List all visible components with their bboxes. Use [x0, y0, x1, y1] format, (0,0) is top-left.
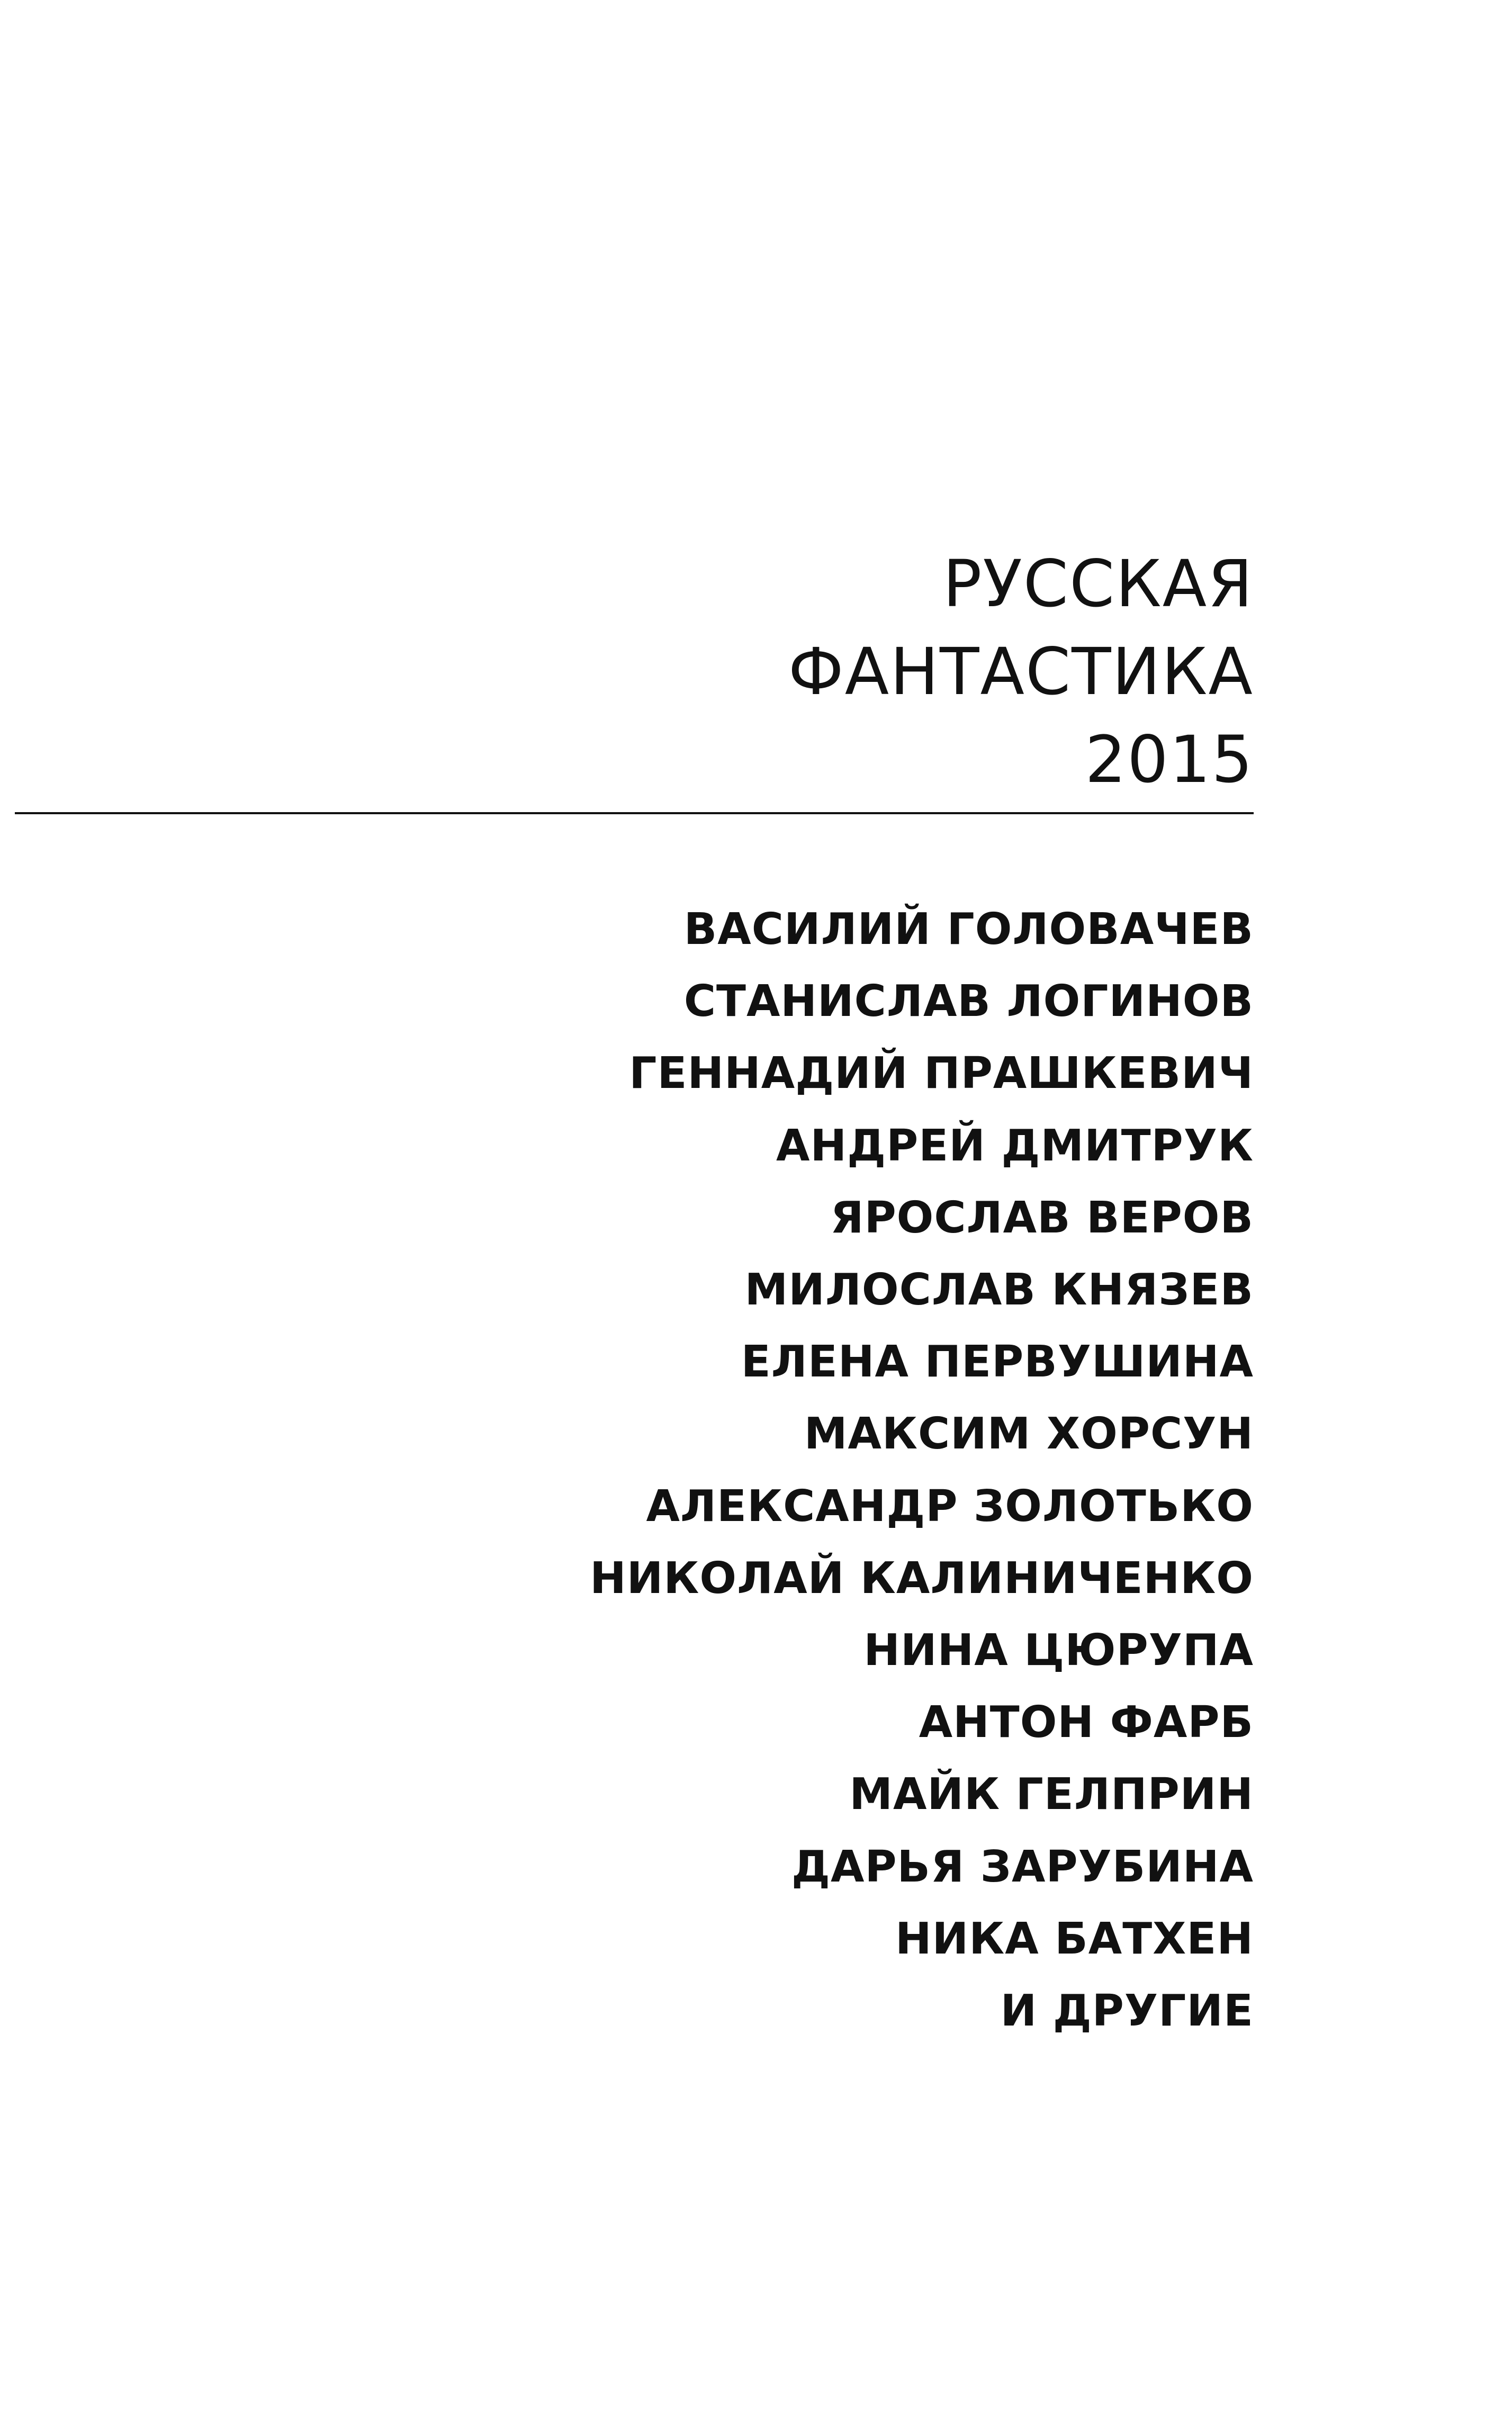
author-name: МАКСИМ ХОРСУН	[804, 1409, 1254, 1460]
series-title-line-2: ФАНТАСТИКА	[788, 634, 1254, 709]
author-name: ЕЛЕНА ПЕРВУШИНА	[741, 1337, 1254, 1388]
title-divider	[15, 812, 1254, 814]
author-name: ВАСИЛИЙ ГОЛОВАЧЕВ	[683, 904, 1254, 955]
authors-and-others: И ДРУГИЕ	[1000, 1986, 1254, 2037]
author-name: СТАНИСЛАВ ЛОГИНОВ	[683, 976, 1254, 1027]
author-name: НИКА БАТХЕН	[895, 1913, 1254, 1964]
author-list	[590, 894, 1254, 2047]
series-title-line-1: РУССКАЯ	[942, 546, 1254, 622]
author-name: НИНА ЦЮРУПА	[863, 1625, 1254, 1676]
author-name: АНТОН ФАРБ	[919, 1697, 1254, 1748]
series-title-year: 2015	[1085, 722, 1254, 797]
author-name: ГЕННАДИЙ ПРАШКЕВИЧ	[629, 1048, 1254, 1099]
author-name: ДАРЬЯ ЗАРУБИНА	[791, 1841, 1254, 1892]
author-name: АЛЕКСАНДР ЗОЛОТЬКО	[646, 1481, 1254, 1532]
author-name: АНДРЕЙ ДМИТРУК	[776, 1120, 1254, 1171]
author-name: НИКОЛАЙ КАЛИНИЧЕНКО	[590, 1553, 1254, 1604]
author-name: МАЙК ГЕЛПРИН	[849, 1769, 1254, 1820]
author-name: МИЛОСЛАВ КНЯЗЕВ	[744, 1265, 1254, 1316]
author-name: ЯРОСЛАВ ВЕРОВ	[830, 1192, 1254, 1243]
series-title	[788, 540, 1254, 804]
